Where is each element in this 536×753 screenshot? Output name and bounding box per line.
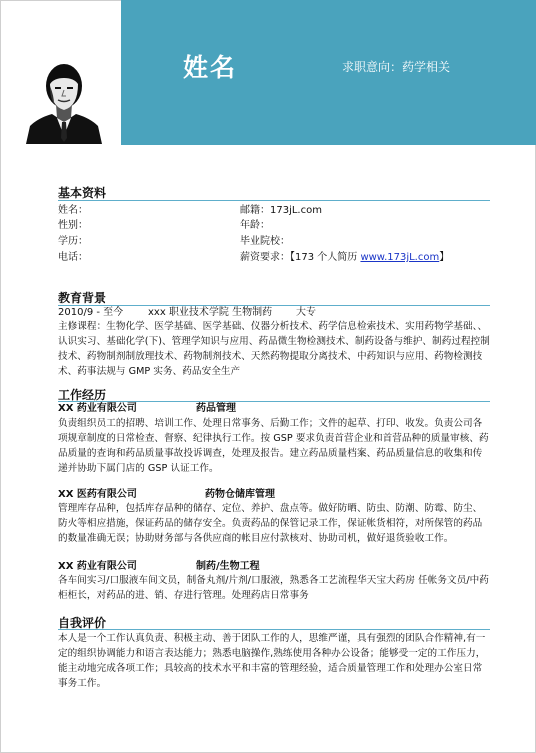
section-title-self-eval: 自我评价 — [58, 616, 107, 630]
salary-prefix: 薪资要求：【173 个人简历 — [240, 252, 361, 263]
age-label: 年龄： — [240, 220, 270, 231]
job-position: 药品管理 — [196, 403, 236, 414]
education-period: 2010/9 - 至今 — [58, 307, 124, 318]
profile-photo-icon — [24, 56, 104, 144]
job-company: XX 药业有限公司 — [58, 403, 137, 414]
salary-link[interactable]: www.173jL.com — [360, 252, 440, 263]
education-courses: 主修课程：生物化学、医学基础、医学基础、仪器分析技术、药学信息检索技术、实用药物学基础、、认识实习、基础化学(下)、管理学知识与应用、药品微生物检测技术、制药设备与维护、制药过程控制技术、药物制剂制放理技术、药物制剂技术、天然药物提取分离技术、中药知识与应用、药物检测技术、药事法规与 GMP 实务、药品安全生产 — [58, 321, 490, 377]
section-divider — [58, 629, 490, 630]
job-position: 制药/生物工程 — [196, 561, 260, 572]
name-label: 姓名： — [58, 205, 88, 216]
job-description: 各车间实习/口服液车间文员，制备丸剂/片剂/口服液，熟悉各工艺流程华天宝大药房 任帐务文员/中药柜柜长，对药品的进、销、存进行管理。处理药店日常事务 — [58, 575, 489, 601]
section-title-work: 工作经历 — [58, 388, 107, 402]
self-eval-text: 本人是一个工作认真负责、积极主动、善于团队工作的人，思维严谨，具有强烈的团队合作精神,有一定的组织协调能力和语言表达能力；熟悉电脑操作,熟练使用各种办公设备；能够受一定的工作压力，能主动地完成各项工作；具较高的技术水平和丰富的管理经验，适合质量管理工作和处理办公室日常事务工作。 — [58, 633, 486, 689]
job-company: XX 药业有限公司 — [58, 561, 137, 572]
phone-label: 电话： — [58, 252, 88, 263]
person-name: 姓名 — [183, 53, 238, 82]
job-company: XX 医药有限公司 — [58, 489, 137, 500]
job-intent: 求职意向：药学相关 — [342, 60, 451, 74]
job-description: 管理库存品种，包括库存品种的储存、定位、养护、盘点等。做好防晒、防虫、防潮、防霉、防尘、防火等相应措施，保证药品的储存安全。负责药品的保管记录工作，保证帐货相符，对所保管的药品的数量准确无误；协助财务部与各供应商的帐目应付款核对、协助司机，做好退货验收工作。 — [58, 503, 483, 544]
hometown-field: 邮籍：173jL.com — [240, 205, 322, 216]
school-label: 毕业院校： — [240, 236, 290, 247]
section-title-basic: 基本资料 — [58, 186, 107, 200]
job-description: 负责组织员工的招聘、培训工作、处理日常事务、后勤工作；文件的起草、打印、收发。负责公司各项规章制度的日常检查、督察、纪律执行工作。按 GSP 要求负责首营企业和首营品种的质量审核、药品质量的查询和药品质量事故投诉调查，处理及报告。建立药品质量档案、药品质量信息的收集和传递并协助下属门店的 GSP 认证工作。 — [58, 418, 489, 474]
salary-suffix: 】 — [439, 252, 450, 263]
education-degree: 大专 — [296, 307, 316, 318]
section-title-education: 教育背景 — [58, 291, 107, 305]
education-label: 学历： — [58, 236, 88, 247]
gender-label: 性别： — [58, 220, 88, 231]
salary-field — [240, 251, 449, 265]
education-school: xxx 职业技术学院 生物制药 — [148, 307, 273, 318]
job-position: 药物仓储库管理 — [205, 489, 275, 500]
section-divider — [58, 200, 490, 201]
